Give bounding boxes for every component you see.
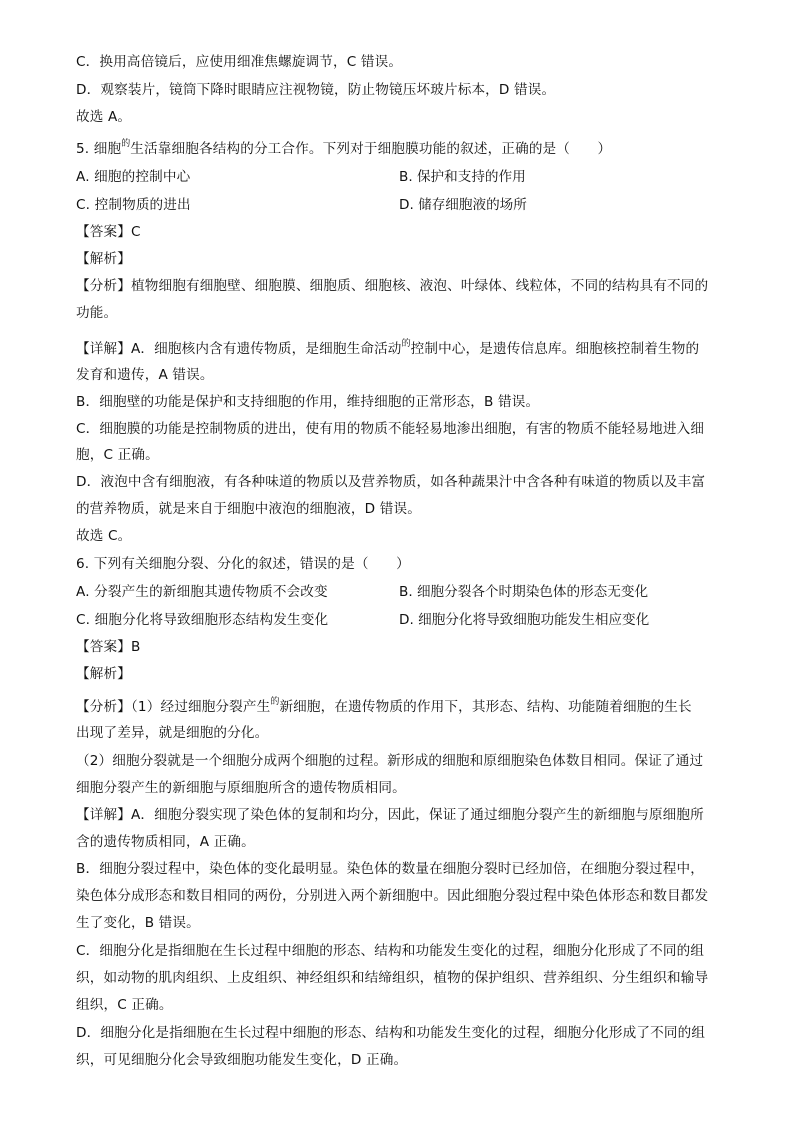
q4-option-c-explanation: C．换用高倍镜后，应使用细准焦螺旋调节，C 错误。 [76, 54, 403, 70]
q6-option-d: D. 细胞分化将导致细胞功能发生相应变化 [399, 612, 650, 628]
q6-xiangjie-b-line2: 染色体分成形态和数目相同的两份，分别进入两个新细胞中。因此细胞分裂过程中染色体形态和数目都发 [76, 888, 709, 904]
q5-xiangjie-d-line1: D．液泡中含有细胞液，有各种味道的物质以及营养物质，如各种蔬果汁中含各种有味道的物质以及丰富 [76, 474, 706, 490]
q6-stem: 6. 下列有关细胞分裂、分化的叙述，错误的是（ ） [76, 556, 410, 572]
q6-xiangjie-d-line2: 织，可见细胞分化会导致细胞功能发生变化，D 正确。 [76, 1052, 408, 1068]
q4-conclusion: 故选 A。 [76, 109, 132, 125]
q5-fenxi-line1: 【分析】植物细胞有细胞壁、细胞膜、细胞质、细胞核、液泡、叶绿体、线粒体，不同的结构具有不同的 [76, 278, 709, 294]
q6-xiangjie-b-line3: 生了变化，B 错误。 [76, 915, 200, 931]
q6-fenxi-line2: 出现了差异，就是细胞的分化。 [76, 725, 269, 741]
q5-xiangjie-a-part1: 【详解】A．细胞核内含有遗传物质，是细胞生命活动 [76, 341, 402, 357]
q5-xiangjie-c-line2: 胞，C 正确。 [76, 447, 159, 463]
q6-option-b: B. 细胞分裂各个时期染色体的形态无变化 [399, 584, 649, 600]
q5-answer: 【答案】C [76, 224, 141, 240]
q4-option-d-explanation: D．观察装片，镜筒下降时眼睛应注视物镜，防止物镜压坏玻片标本，D 错误。 [76, 82, 556, 98]
q5-xiangjie-b: B．细胞壁的功能是保护和支持细胞的作用，维持细胞的正常形态，B 错误。 [76, 394, 540, 410]
q5-fenxi-line2: 功能。 [76, 305, 118, 321]
q5-xiangjie-a-line2: 发育和遗传，A 错误。 [76, 367, 214, 383]
q5-xiangjie-a-part2: 控制中心，是遗传信息库。细胞核控制着生物的 [410, 341, 700, 357]
q6-xiangjie-c-line3: 组织，C 正确。 [76, 997, 173, 1013]
q6-answer: 【答案】B [76, 639, 141, 655]
q5-xiangjie-d-line2: 的营养物质，就是来自于细胞中液泡的细胞液，D 错误。 [76, 501, 421, 517]
q6-analysis-heading: 【解析】 [76, 666, 131, 682]
q6-xiangjie-a-line2: 含的遗传物质相同，A 正确。 [76, 834, 255, 850]
q5-analysis-heading: 【解析】 [76, 251, 131, 267]
q5-stem-superscript: 的 [121, 139, 131, 149]
q6-xiangjie-a-line1: 【详解】A．细胞分裂实现了染色体的复制和均分，因此，保证了通过细胞分裂产生的新细胞与原细胞所 [76, 807, 704, 823]
q6-xiangjie-d-line1: D．细胞分化是指细胞在生长过程中细胞的形态、结构和功能发生变化的过程，细胞分化形成了不同的组 [76, 1025, 706, 1041]
q6-fenxi-line1 [76, 698, 692, 718]
q5-stem-part2: 生活靠细胞各结构的分工合作。下列对于细胞膜功能的叙述，正确的是（ ） [130, 141, 612, 157]
q6-option-c: C. 细胞分化将导致细胞形态结构发生变化 [76, 612, 329, 628]
q5-option-b: B. 保护和支持的作用 [399, 169, 526, 185]
q6-fenxi-line3: （2）细胞分裂就是一个细胞分成两个细胞的过程。新形成的细胞和原细胞染色体数目相同。保证了通过 [76, 753, 704, 769]
q5-conclusion: 故选 C。 [76, 528, 132, 544]
q5-xiangjie-c-line1: C．细胞膜的功能是控制物质的进出，使有用的物质不能轻易地渗出细胞，有害的物质不能轻易地进入细 [76, 421, 705, 437]
q5-option-a: A. 细胞的控制中心 [76, 169, 191, 185]
q5-option-d: D. 储存细胞液的场所 [399, 197, 527, 213]
q6-fenxi-part1: 【分析】（1）经过细胞分裂产生 [76, 699, 271, 715]
q6-fenxi-superscript: 的 [270, 697, 280, 707]
q5-stem-part1: 5. 细胞 [76, 141, 122, 157]
q5-stem [76, 140, 611, 160]
q5-xiangjie-a-superscript: 的 [401, 339, 411, 349]
q6-xiangjie-c-line2: 织，如动物的肌肉组织、上皮组织、神经组织和结缔组织，植物的保护组织、营养组织、分生组织和输导 [76, 970, 709, 986]
q6-xiangjie-c-line1: C．细胞分化是指细胞在生长过程中细胞的形态、结构和功能发生变化的过程，细胞分化形成了不同的组 [76, 943, 705, 959]
q5-option-c: C. 控制物质的进出 [76, 197, 191, 213]
q6-option-a: A. 分裂产生的新细胞其遗传物质不会改变 [76, 584, 328, 600]
q5-xiangjie-a-line1 [76, 340, 699, 360]
q6-fenxi-part2: 新细胞，在遗传物质的作用下，其形态、结构、功能随着细胞的生长 [279, 699, 692, 715]
q6-xiangjie-b-line1: B．细胞分裂过程中，染色体的变化最明显。染色体的数量在细胞分裂时已经加倍，在细胞分裂过程中， [76, 861, 704, 877]
q6-fenxi-line4: 细胞分裂产生的新细胞与原细胞所含的遗传物质相同。 [76, 780, 406, 796]
